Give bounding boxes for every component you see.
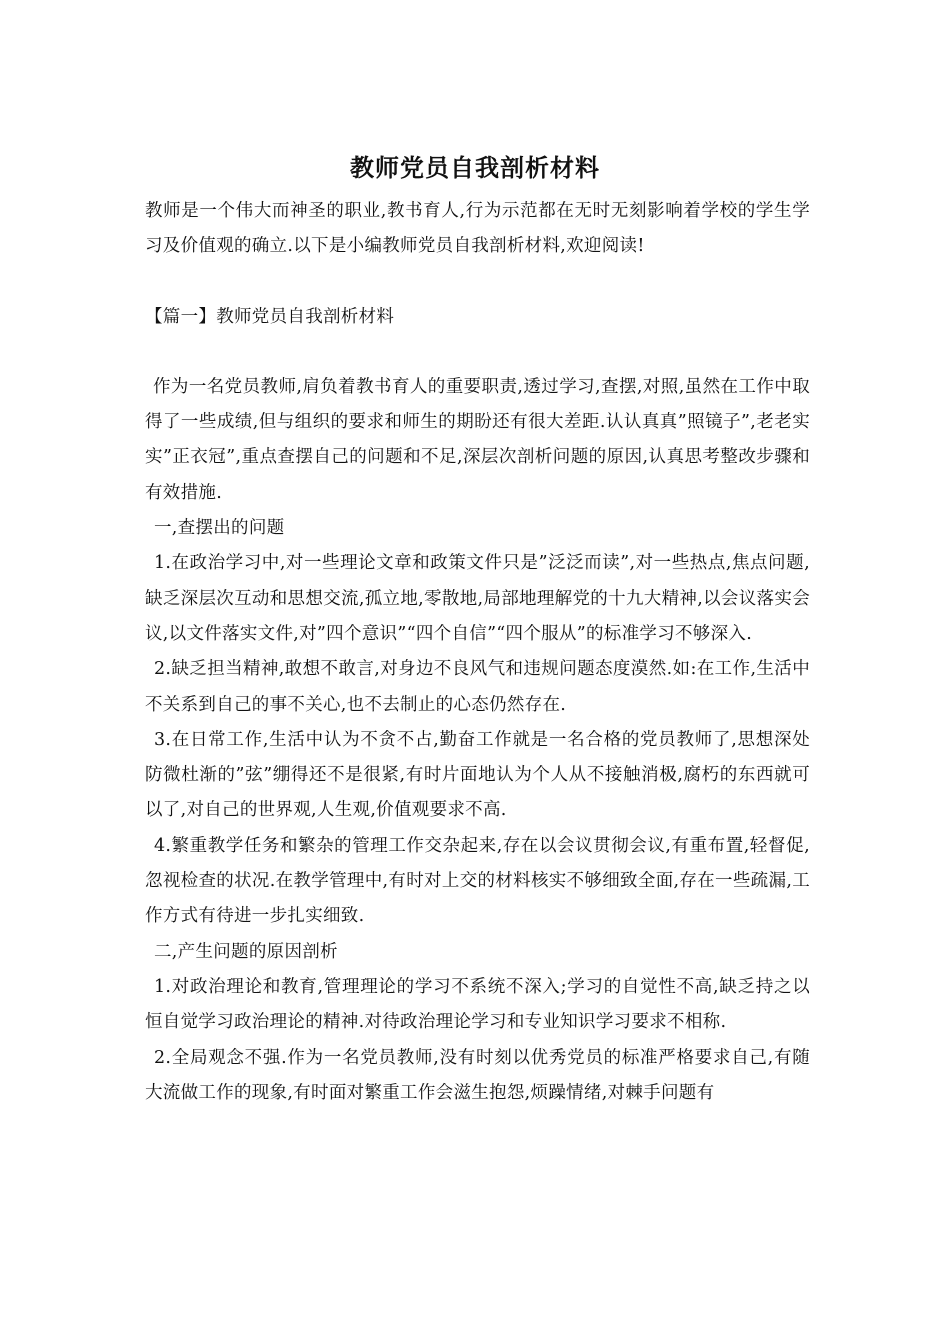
problem-item-2: 2.缺乏担当精神,敢想不敢言,对身边不良风气和违规问题态度漠然.如:在工作,生活中不关系到自己的事不关心,也不去制止的心态仍然存在. (145, 659, 810, 715)
problem-item-1: 1.在政治学习中,对一些理论文章和政策文件只是”泛泛而读”,对一些热点,焦点问题,缺乏深层次互动和思想交流,孤立地,零散地,局部地理解党的十九大精神,以会议落实会议,以文件落实文件,对”四个意识”“四个自信”“四个服从”的标准学习不够深入. (145, 553, 810, 644)
cause-item-2: 2.全局观念不强.作为一名党员教师,没有时刻以优秀党员的标准严格要求自己,有随大流做工作的现象,有时面对繁重工作会滋生抱怨,烦躁情绪,对棘手问题有 (145, 1047, 810, 1103)
cause-item-1: 1.对政治理论和教育,管理理论的学习不系统不深入;学习的自觉性不高,缺乏持之以恒自觉学习政治理论的精神.对待政治理论学习和专业知识学习要求不相称. (145, 976, 810, 1033)
heading-causes: 二,产生问题的原因剖析 (154, 941, 338, 962)
heading-problems: 一,查摆出的问题 (154, 518, 285, 539)
problem-item-3: 3.在日常工作,生活中认为不贪不占,勤奋工作就是一名合格的党员教师了,思想深处防微杜渐的”弦”绷得还不是很紧,有时片面地认为个人从不接触消极,腐朽的东西就可以了,对自己的世界观,人生观,价值观要求不高. (145, 729, 810, 821)
section-heading: 【篇一】教师党员自我剖析材料 (145, 306, 395, 327)
problem-item-4: 4.繁重教学任务和繁杂的管理工作交杂起来,存在以会议贯彻会议,有重布置,轻督促,忽视检查的状况.在教学管理中,有时对上交的材料核实不够细致全面,存在一些疏漏,工作方式有待进一步扎实细致. (145, 835, 810, 927)
intro-paragraph: 教师是一个伟大而神圣的职业,教书育人,行为示范都在无时无刻影响着学校的学生学习及价值观的确立.以下是小编教师党员自我剖析材料,欢迎阅读! (145, 201, 810, 257)
document-body (145, 194, 810, 1111)
paragraph-lead: 作为一名党员教师,肩负着教书育人的重要职责,透过学习,查摆,对照,虽然在工作中取得了一些成绩,但与组织的要求和师生的期盼还有很大差距.认认真真”照镜子”,老老实实”正衣冠”,重点查摆自己的问题和不足,深层次剖析问题的原因,认真思考整改步骤和有效措施. (145, 376, 810, 503)
document-title: 教师党员自我剖析材料 (350, 153, 600, 182)
